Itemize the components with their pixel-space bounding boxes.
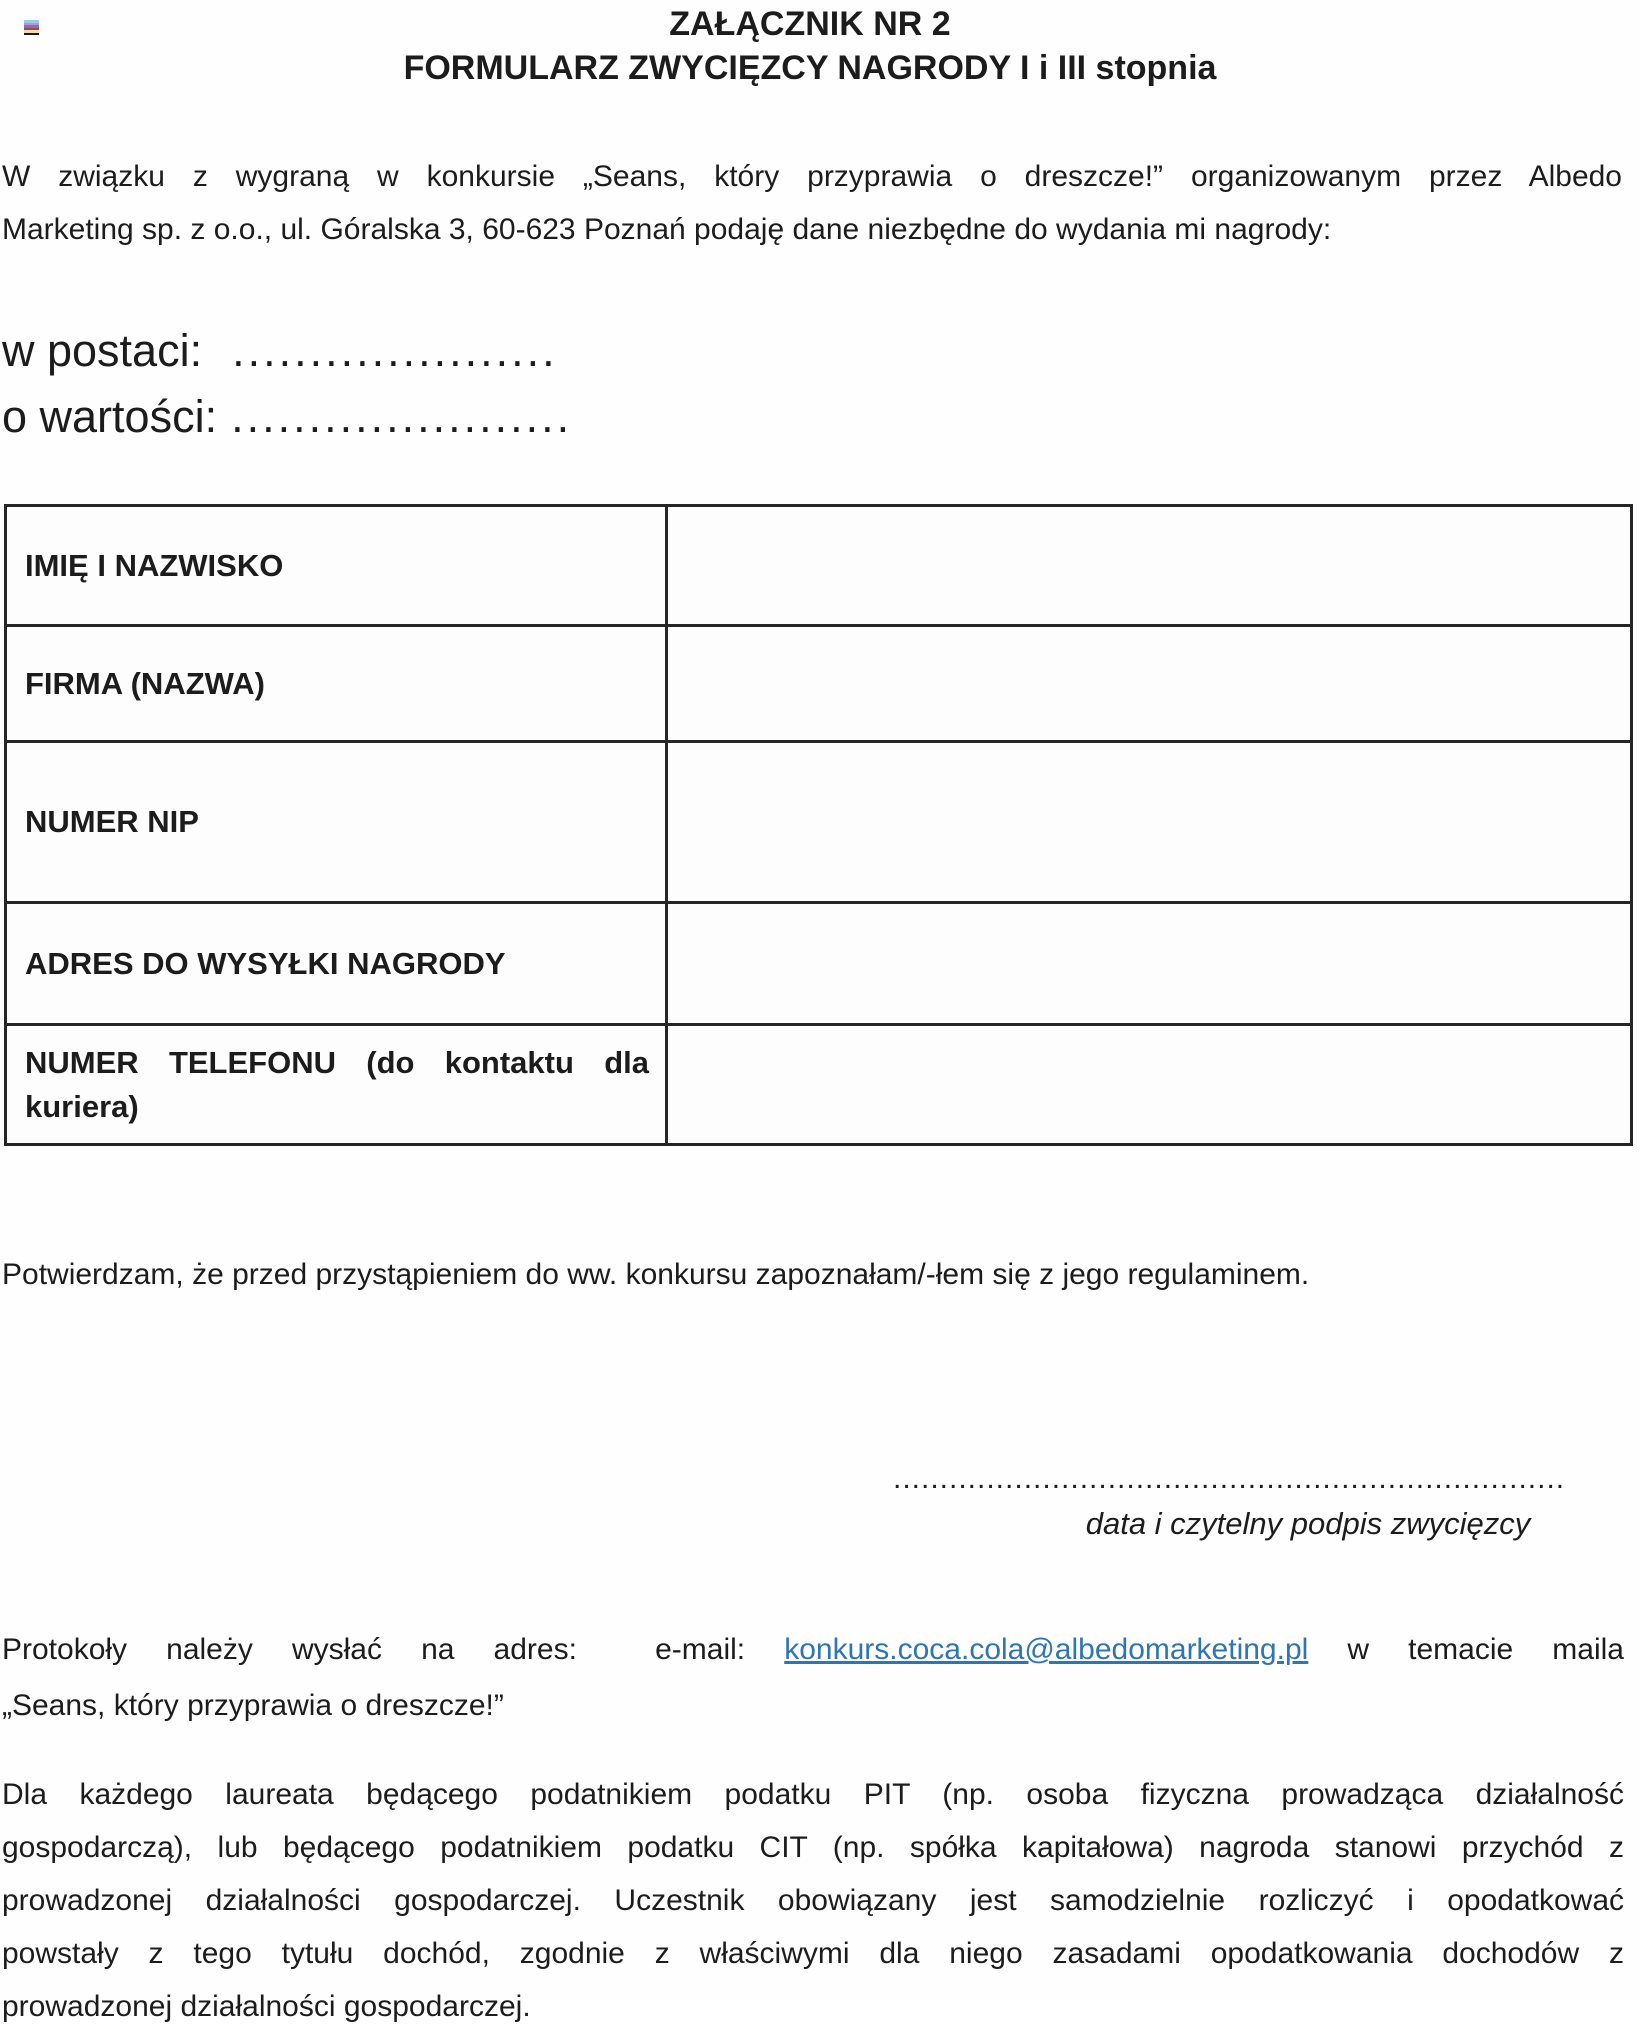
table-label-cell <box>7 743 668 901</box>
signature-block <box>893 1462 1633 1542</box>
table-label-cell <box>7 904 668 1023</box>
tax-note-paragraph <box>2 1768 1624 2033</box>
submission-line-2: „Seans, który przyprawia o dreszcze!” <box>2 1689 504 1722</box>
table-value-cell <box>668 743 1630 901</box>
table-value-cell <box>668 627 1630 740</box>
table-label-cell <box>7 627 668 740</box>
table-row-phone <box>7 1023 1630 1143</box>
table-value-cell <box>668 507 1630 624</box>
submission-paragraph <box>2 1622 1624 1734</box>
intro-paragraph <box>2 150 1622 256</box>
table-row-name <box>7 507 1630 624</box>
signature-dotted-line: ........................................................................ <box>893 1462 1566 1495</box>
signature-caption: data i czytelny podpis zwycięzcy <box>1085 1506 1531 1541</box>
table-label: FIRMA (NAZWA) <box>25 665 265 701</box>
table-label: NUMER TELEFONU (do kontaktu dla kuriera) <box>25 1044 649 1124</box>
prize-value-label: o wartości: <box>2 391 218 442</box>
table-label-cell <box>7 507 668 624</box>
prize-section <box>2 318 1002 450</box>
prize-value-dotted-blank: ...................... <box>231 391 573 442</box>
prize-form-dotted-blank: ..................... <box>232 325 558 376</box>
document-header <box>0 2 1620 90</box>
table-value-cell <box>668 1026 1630 1143</box>
form-title: FORMULARZ ZWYCIĘZCY NAGRODY I i III stopnia <box>403 49 1217 87</box>
table-row-address <box>7 901 1630 1023</box>
submission-line-1 <box>2 1622 1624 1678</box>
tax-note-line: powstały z tego tytułu dochód, zgodnie z właściwymi dla niego zasadami opodatkowania dochodów z <box>2 1937 1624 1970</box>
table-label: NUMER NIP <box>25 804 199 839</box>
table-label: ADRES DO WYSYŁKI NAGRODY <box>25 945 506 981</box>
submission-text-after-link: w temacie maila <box>1308 1633 1624 1666</box>
tax-note-line: prowadzonej działalności gospodarczej. Uczestnik obowiązany jest samodzielnie rozliczyć i opodatkować <box>2 1884 1624 1917</box>
attachment-title: ZAŁĄCZNIK NR 2 <box>669 5 951 43</box>
tax-note-line: gospodarczą), lub będącego podatnikiem podatku CIT (np. spółka kapitałowa) nagroda stanowi przychód z <box>2 1831 1624 1864</box>
winner-data-table <box>4 504 1633 1146</box>
prize-value-line <box>2 384 1002 450</box>
prize-form-line <box>2 318 1002 384</box>
prize-form-label: w postaci: <box>2 325 203 376</box>
table-row-nip <box>7 740 1630 901</box>
table-label-cell <box>7 1026 668 1143</box>
tax-note-line: Dla każdego laureata będącego podatnikiem podatku PIT (np. osoba fizyczna prowadząca działalność <box>2 1778 1624 1811</box>
tax-note-line: prowadzonej działalności gospodarczej. <box>2 1990 531 2023</box>
intro-line: W związku z wygraną w konkursie „Seans, który przyprawia o dreszcze!” organizowanym przez Albedo <box>2 160 1622 193</box>
table-value-cell <box>668 904 1630 1023</box>
table-label: IMIĘ I NAZWISKO <box>25 547 284 583</box>
intro-line: Marketing sp. z o.o., ul. Góralska 3, 60-623 Poznań podaję dane niezbędne do wydania mi nagrody: <box>2 213 1332 246</box>
table-row-company <box>7 624 1630 740</box>
submission-text-before-link: Protokoły należy wysłać na adres: e-mail: <box>2 1633 785 1666</box>
email-link[interactable]: konkurs.coca.cola@albedomarketing.pl <box>784 1633 1309 1666</box>
confirmation-text: Potwierdzam, że przed przystąpieniem do ww. konkursu zapoznałam/-łem się z jego regulaminem. <box>2 1258 1310 1291</box>
